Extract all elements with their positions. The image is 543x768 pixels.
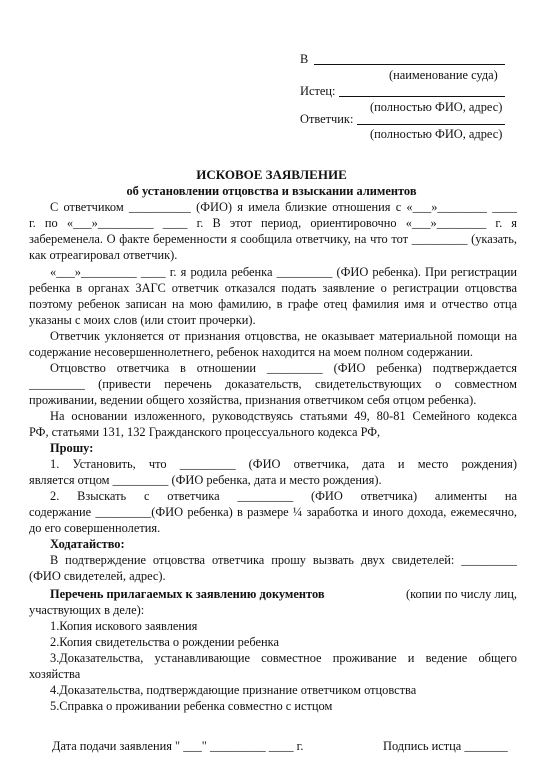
body-line: «___»_________ ____ г. я родила ребенка _________ (ФИО ребенка). При регистрации (50, 265, 517, 279)
body-line: (ФИО свидетелей, адрес). (29, 569, 166, 583)
attachments-heading: Перечень прилагаемых к заявлению документов (50, 587, 325, 601)
body-line: Ответчик уклоняется от признания отцовства, не оказывает материальной помощи на (50, 329, 517, 343)
body-line: Отцовство ответчика в отношении _________ (ФИО ребенка) подтверждается (50, 361, 517, 375)
defendant-hint-row (0, 126, 543, 142)
defendant-hint: (полностью ФИО, адрес) (370, 127, 503, 141)
section-heading-petition: Ходатайство: (50, 537, 125, 551)
document-title: ИСКОВОЕ ЗАЯВЛЕНИЕ (196, 167, 347, 182)
section-heading-request: Прошу: (50, 441, 94, 455)
court-hint-row (0, 67, 543, 83)
body-line: до его совершеннолетия. (29, 521, 161, 535)
court-prefix: В (300, 52, 309, 66)
body-line: РФ, статьями 131, 132 Гражданского процессуального кодекса РФ, (29, 425, 381, 439)
attachments-heading-line (50, 586, 517, 603)
attachment-item: 4.Доказательства, подтверждающие признание ответчиком отцовства (50, 683, 417, 697)
body-line: 1. Установить, что _________ (ФИО ответчика, дата и место рождения) (50, 457, 517, 471)
body-line: участвующих в деле): (29, 603, 145, 617)
plaintiff-hint: (полностью ФИО, адрес) (370, 100, 503, 114)
body-line: 2. Взыскать с ответчика _________ (ФИО ответчика) алименты на (50, 489, 517, 503)
body-line: С ответчиком __________ (ФИО) я имела близкие отношения с «___»________ ____ (50, 200, 517, 214)
body-line: содержание несовершеннолетнего, ребенок находится на моем полном содержании. (29, 345, 473, 359)
body-line: поэтому ребенок записан на мою фамилию, в графе отец фамилия имя и отчество отца (29, 297, 517, 311)
defendant-label: Ответчик: (300, 112, 354, 126)
attachment-item: 5.Справка о проживании ребенка совместно с истцом (50, 699, 333, 713)
body-line: ребенка в органах ЗАГС ответчик отказался подать заявление о регистрации отцовства (29, 281, 517, 295)
attachment-item: 2.Копия свидетельства о рождении ребенка (50, 635, 279, 649)
attachment-item: 1.Копия искового заявления (50, 619, 198, 633)
body-line: указаны с моих слов (или стоит прочерки). (29, 313, 256, 327)
plaintiff-row (0, 83, 543, 99)
body-line: как отреагировал ответчик). (29, 248, 178, 262)
defendant-line (357, 124, 505, 125)
body-line: проживании, ведении общего хозяйства, признания ответчиком себя отцом ребенка). (29, 393, 477, 407)
plaintiff-label: Истец: (300, 84, 336, 98)
body-line: г. по «___»_________ ____ г. В этот период, ориентировочно «___»________ г. я (29, 216, 517, 230)
court-row (0, 51, 543, 67)
plaintiff-line (339, 96, 505, 97)
defendant-row (0, 111, 543, 127)
attachments-heading-note: (копии по числу лиц, (405, 587, 517, 601)
attachment-item: 3.Доказательства, устанавливающие совместное проживание и ведение общего (50, 651, 517, 665)
body-line: забеременела. О факте беременности я сообщила ответчику, на что тот _________ (указать, (29, 232, 517, 246)
body-line: В подтверждение отцовства ответчика прошу вызвать двух свидетелей: _________ (50, 553, 517, 567)
body-line: содержание _________(ФИО ребенка) в размере ¼ заработка и иного дохода, ежемесячно, (29, 505, 517, 519)
court-line (314, 64, 505, 65)
court-hint: (наименование суда) (389, 68, 498, 82)
attachment-item-continued: хозяйства (29, 667, 81, 681)
document-subtitle: об установлении отцовства и взыскании алиментов (126, 184, 417, 198)
filing-date: Дата подачи заявления " ___" _________ ____ г. (52, 739, 304, 753)
body-line: _________ (привести перечень доказательств, свидетельствующих о совместном (29, 377, 517, 391)
body-line: является отцом _________ (ФИО ребенка, дата и место рождения). (29, 473, 382, 487)
plaintiff-signature: Подпись истца _______ (383, 739, 508, 753)
body-line: На основании изложенного, руководствуясь статьями 49, 80-81 Семейного кодекса (50, 409, 517, 423)
